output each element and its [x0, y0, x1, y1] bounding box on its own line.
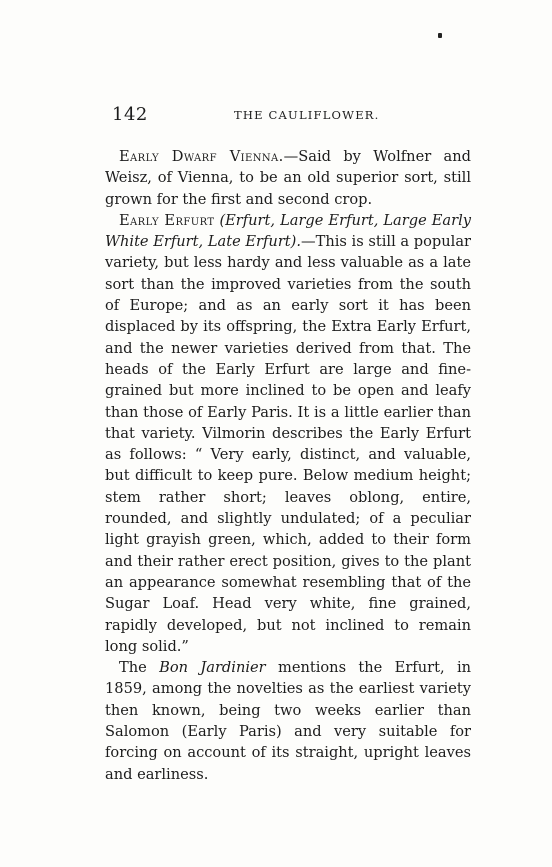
running-head: THE CAULIFLOWER.	[234, 108, 380, 122]
paragraph-lead-text: The	[119, 659, 147, 677]
paragraph-text: —Said by Wolfner and Weisz, of Vienna, to be an old superior sort, still grown for the first and second crop.	[105, 148, 471, 208]
variety-name: Early Dwarf Vienna.	[119, 148, 284, 165]
ink-speck	[438, 33, 442, 38]
paragraph-text: mentions the Erfurt, in 1859, among the novelties as the earliest variety then known, being two weeks earlier than Salomon (Early Paris) and very suitable for forcing on account of its straight, upright leaves and earliness.	[105, 659, 472, 783]
paragraph-text: —This is still a popular variety, but less hardy and less valuable as a late sort than the improved varieties from the south of Europe; and as an early sort it has been displaced by its offspring, the Extra Early Erfurt, and the newer varieties derived from that. The heads of the Early Erfurt are large and fine-grained but more inclined to be open and leafy than those of Early Paris. It is a little earlier than that variety. Vilmorin describes the Early Erfurt as follows: “ Very early, distinct, and valuable, but difficult to keep pure. Below medium height; stem rather short; leaves oblong, entire, rounded, and slightly undulated; of a peculiar light grayish green, which, added to their form and their rather erect position, gives to the plant an appearance somewhat resembling that of the Sugar Loaf. Head very white, fine grained, rapidly developed, but not inclined to remain long solid.”	[105, 233, 472, 655]
variety-synonyms: (Erfurt, Large Erfurt, Large Early White Erfurt, Late Erfurt).	[105, 211, 471, 251]
book-title: Bon Jardinier	[159, 659, 266, 677]
paragraph-early-dwarf-vienna	[105, 146, 471, 210]
variety-name: Early Erfurt	[119, 211, 215, 229]
page-number: 142	[112, 104, 148, 125]
paragraph-early-erfurt	[105, 210, 471, 657]
page-header	[112, 104, 482, 126]
paragraph-bon-jardinier	[105, 657, 471, 785]
page-body	[105, 146, 471, 785]
